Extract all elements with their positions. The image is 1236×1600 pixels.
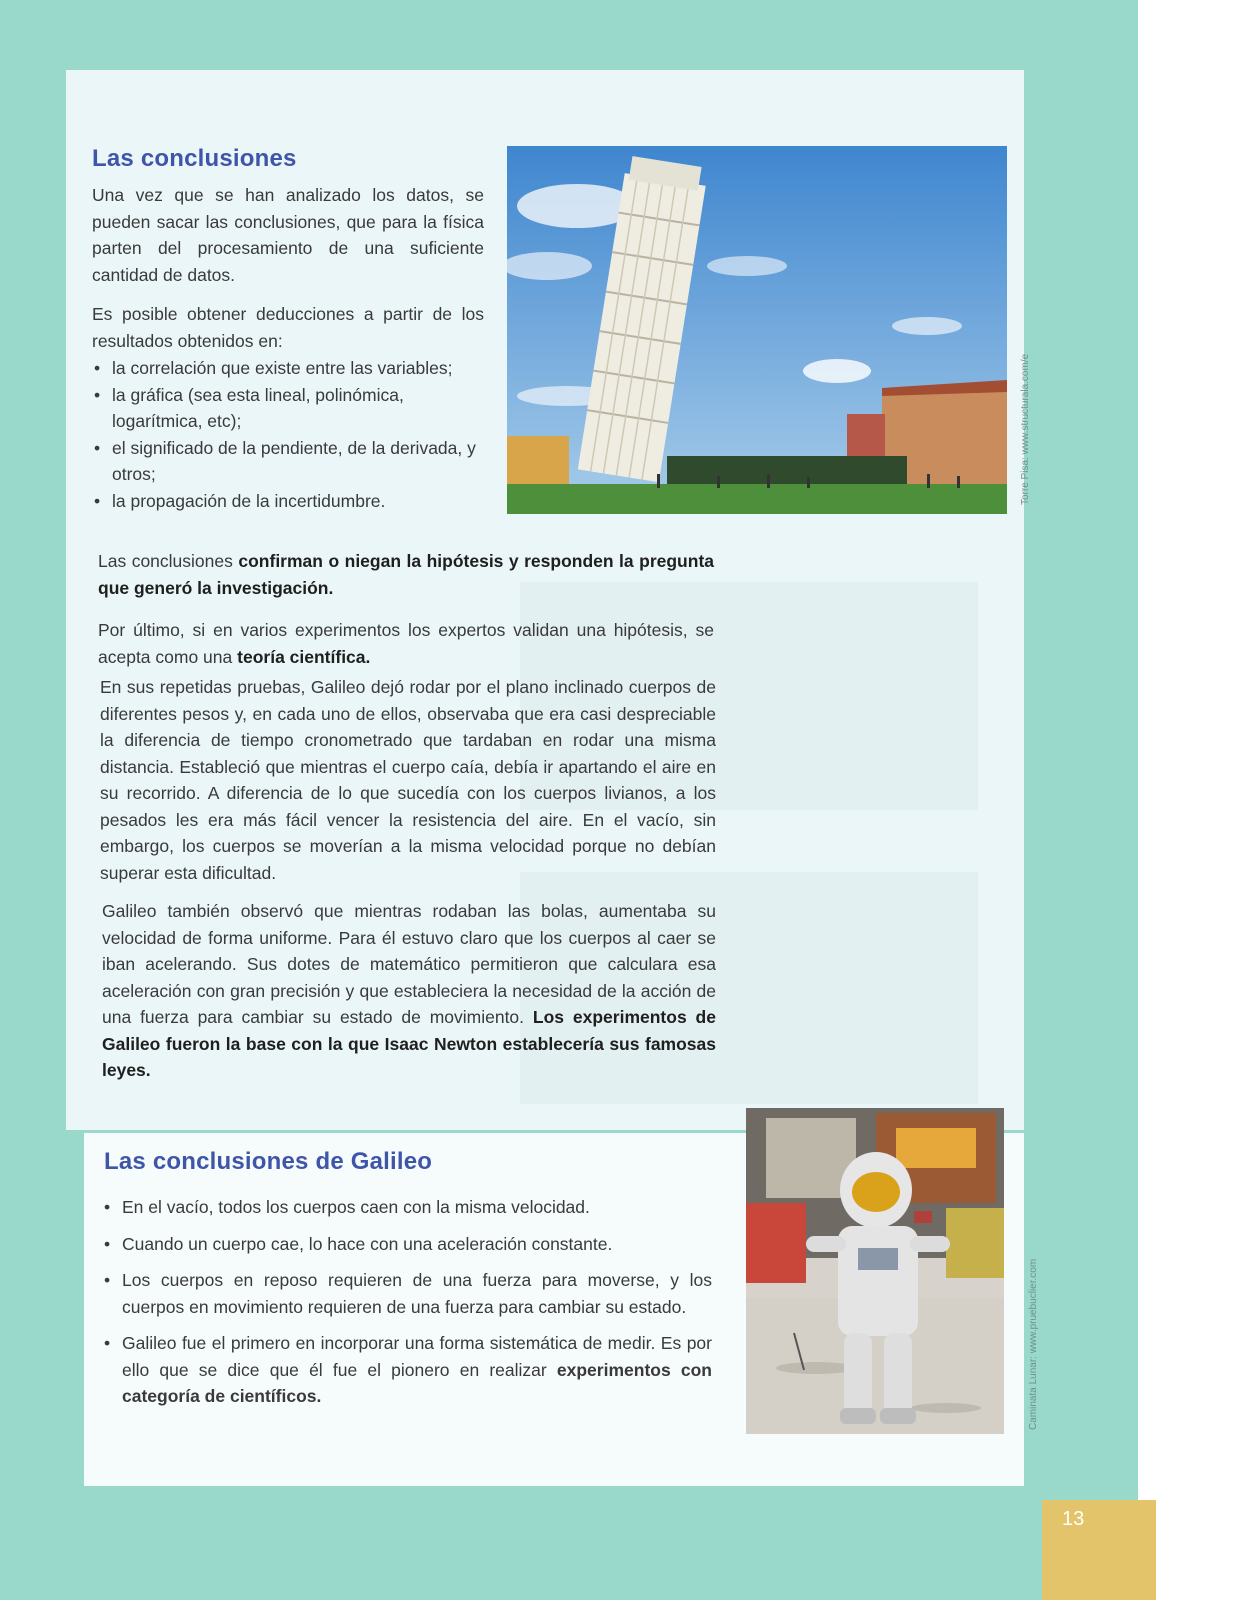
page-number-tab: [1042, 1500, 1156, 1600]
deductions-list: [92, 355, 492, 514]
list-item: • el significado de la pendiente, de la derivada, y otros;: [92, 435, 492, 488]
confirm-emphasis: confirman o niegan la hipótesis y responden la pregunta que generó la investigación.: [98, 551, 714, 598]
newton-emphasis: Los experimentos de Galileo fueron la base con la que Isaac Newton establecería sus famosas leyes.: [102, 1007, 716, 1080]
theory-text: Por último, si en varios experimentos los expertos validan una hipótesis, se acepta como una: [98, 620, 714, 667]
scientific-emphasis: experimentos con categoría de científicos.: [122, 1359, 712, 1406]
list-item: [102, 1330, 712, 1410]
theory-emphasis: teoría científica.: [237, 646, 371, 667]
galileo-experiments-paragraph: En sus repetidas pruebas, Galileo dejó rodar por el plano inclinado cuerpos de diferentes pesos y, en cada uno de ellos, observaba que era casi despreciable la diferencia de tiempo cronometrado que tardaban en rodar una misma distancia. Estableció que mientras el cuerpo caía, debía ir apartando el aire en su recorrido. A diferencia de lo que sucedía con los cuerpos livianos, a los pesados les era más fácil vencer la resistencia del aire. En el vacío, sin embargo, los cuerpos se moverían a la misma velocidad porque no debían superar esta dificultad.: [100, 677, 716, 883]
astronaut-illustration: [746, 1108, 1004, 1434]
acceleration-text: Galileo también observó que mientras rodaban las bolas, aumentaba su velocidad de forma uniforme. Para él estuvo claro que los cuerpos al caer se iban acelerando. Sus dotes de matemático permitieron que calculara esa aceleración con gran precisión y que estableciera la necesidad de la acción de una fuerza para cambiar su estado de movimiento.: [102, 901, 716, 1027]
page-number: 13: [1062, 1508, 1085, 1530]
galileo-conclusions-heading: Las conclusiones de Galileo: [104, 1148, 433, 1175]
list-item: • la propagación de la incertidumbre.: [92, 488, 492, 515]
list-item: • Cuando un cuerpo cae, lo hace con una aceleración constante.: [102, 1231, 712, 1258]
illustration-credit: Caminata Lunar: www.pruebuclier.com: [1028, 1258, 1039, 1430]
photo-credit: Torre Pisa: www.structurala.com/e: [1020, 353, 1031, 505]
galileo-acceleration-paragraph: [102, 898, 716, 1084]
confirm-text: Las conclusiones: [98, 551, 233, 571]
section-heading: Las conclusiones: [92, 145, 297, 172]
list-item: • En el vacío, todos los cuerpos caen con la misma velocidad.: [102, 1194, 712, 1221]
deductions-lead: Es posible obtener deducciones a partir de los resultados obtenidos en:: [92, 304, 484, 351]
measurement-text: Galileo fue el primero en incorporar una forma sistemática de medir. Es por ello que se dice que él fue el pionero en realizar: [122, 1333, 712, 1380]
theory-paragraph: [98, 617, 714, 670]
intro-paragraph: Una vez que se han analizado los datos, se pueden sacar las conclusiones, que para la física parten del procesamiento de una suficiente cantidad de datos.: [92, 185, 484, 285]
list-item: • Los cuerpos en reposo requieren de una fuerza para moverse, y los cuerpos en movimiento requieren de una fuerza para cambiar su estado.: [102, 1267, 712, 1320]
list-item: • la correlación que existe entre las variables;: [92, 355, 492, 382]
confirm-paragraph: [98, 548, 714, 601]
galileo-conclusions-list: [102, 1194, 712, 1420]
leaning-tower-photo: [507, 146, 1007, 514]
list-item: • la gráfica (sea esta lineal, polinómica, logarítmica, etc);: [92, 382, 492, 435]
